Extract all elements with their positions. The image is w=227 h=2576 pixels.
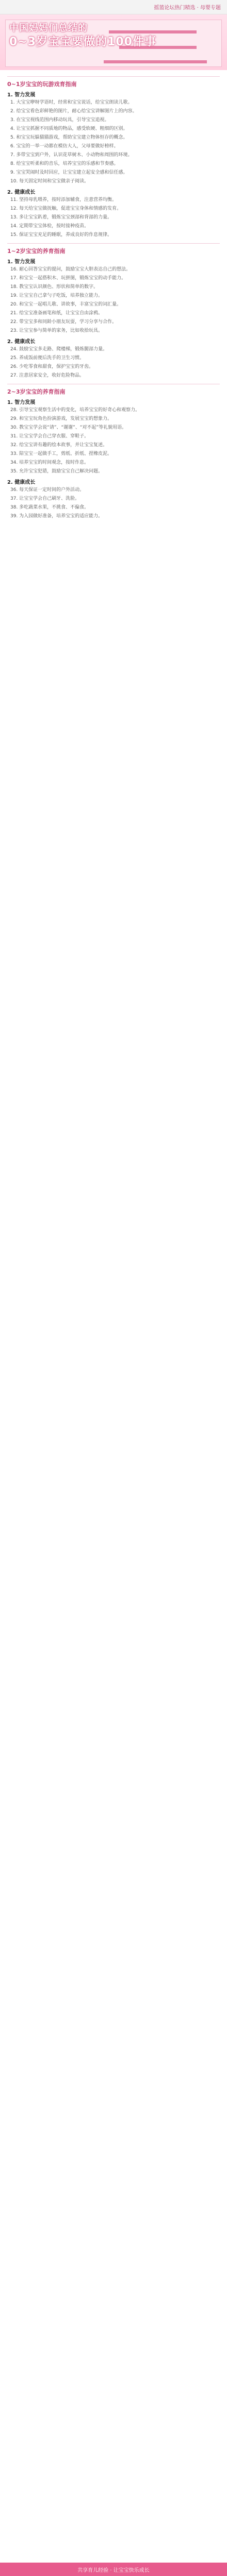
list-item: 36. 每天保证一定时间的户外活动。 [10,487,85,493]
divider [7,76,220,77]
list-item: 11. 坚持母乳喂养，按时添加辅食，注意营养均衡。 [10,197,117,202]
list-item: 16. 耐心回答宝宝的提问，鼓励宝宝大胆表达自己的想法。 [10,267,131,272]
list-item: 17. 和宝宝一起搭积木、玩拼图，锻炼宝宝的动手能力。 [10,276,126,281]
list-item: 27. 注意居家安全，收好危险物品。 [10,373,85,378]
list-item: 21. 给宝宝准备画笔和纸，让宝宝自由涂鸦。 [10,311,103,316]
section-heading: 0~1岁宝宝的玩游戏育指南 [7,81,77,88]
list-item: 10. 每天固定时间和宝宝做亲子阅读。 [10,179,89,184]
list-item: 26. 少吃零食和甜食，保护宝宝的牙齿。 [10,364,94,369]
list-item: 14. 定期带宝宝体检，按时接种疫苗。 [10,224,89,229]
section-heading: 2~3岁宝宝的养育指南 [7,388,66,395]
banner [0,14,227,70]
list-item: 25. 养成饭前便后洗手的卫生习惯。 [10,355,85,361]
top-bar-text: 摇篮论坛热门精选 · 母婴专题 [154,5,221,11]
subsection-heading: 1. 智力发展 [7,259,36,265]
list-item: 19. 让宝宝自己拿勺子吃饭，培养独立能力。 [10,293,103,298]
list-item: 13. 多让宝宝趴着，锻炼宝宝颈部和背部的力量。 [10,215,112,220]
list-item: 32. 给宝宝讲有趣的绘本故事，并让宝宝复述。 [10,443,108,448]
list-item: 37. 让宝宝学会自己刷牙、洗脸。 [10,496,80,501]
subsection-heading: 2. 健康成长 [7,190,36,195]
list-item: 6. 宝宝的一举一动都在模仿大人，父母要做好榜样。 [10,144,119,149]
subsection-heading: 2. 健康成长 [7,339,36,345]
list-item: 5. 和宝宝玩躲猫猫游戏，帮助宝宝建立物体恒存的概念。 [10,135,128,140]
list-item: 8. 给宝宝听柔和的音乐，培养宝宝的乐感和节奏感。 [10,161,119,166]
list-item: 31. 让宝宝学会自己穿衣服、穿鞋子。 [10,434,89,439]
list-item: 2. 给宝宝看色彩鲜艳的图片，耐心给宝宝讲解图片上的内容。 [10,109,137,114]
list-item: 29. 和宝宝玩角色扮演游戏，发展宝宝的想象力。 [10,416,112,421]
subsection-heading: 2. 健康成长 [7,480,36,485]
top-bar [0,0,227,14]
list-item: 24. 鼓励宝宝多走路、爬楼梯，锻炼腿部力量。 [10,347,108,352]
article-content [0,70,227,520]
list-item: 22. 带宝宝多和同龄小朋友玩耍，学习分享与合作。 [10,319,117,325]
list-item: 4. 让宝宝抓握不同质地的物品，感受软硬、粗细的区别。 [10,126,128,131]
banner-title-line2: 0~3岁宝宝要做的100件事 [9,36,156,48]
list-item: 20. 和宝宝一起唱儿歌、讲故事，丰富宝宝的词汇量。 [10,302,122,307]
list-item: 33. 陪宝宝一起做手工，剪纸、折纸、捏橡皮泥。 [10,451,112,456]
subsection-heading: 1. 智力发展 [7,400,36,405]
section-heading: 1~2岁宝宝的养育指南 [7,248,66,255]
list-item: 28. 引导宝宝观察生活中的变化，培养宝宝的好奇心和观察力。 [10,408,140,413]
age-section-2-3 [7,384,220,520]
footer-text: 共享育儿经验 · 让宝宝快乐成长 [77,2567,150,2573]
subsection-heading: 1. 智力发展 [7,92,36,98]
list-item: 15. 保证宝宝充足的睡眠，养成良好的作息规律。 [10,232,112,238]
list-item: 30. 教宝宝学会说“请”、“谢谢”、“对不起”等礼貌用语。 [10,425,127,430]
list-item: 9. 宝宝哭闹时及时回应，让宝宝建立起安全感和信任感。 [10,170,128,175]
list-item: 23. 让宝宝参与简单的家务，比如收拾玩具。 [10,328,103,333]
banner-title-line1: 中国妈妈们总结的 [9,23,88,33]
list-item: 39. 为入园做好准备，培养宝宝的适应能力。 [10,514,103,519]
divider [7,243,220,244]
list-item: 18. 教宝宝认识颜色、形状和简单的数字。 [10,284,99,290]
list-item: 34. 培养宝宝的时间观念，按时作息。 [10,460,89,465]
list-item: 12. 每天给宝宝做抚触，促进宝宝身体和情感的发育。 [10,206,122,211]
age-section-1-2 [7,243,220,380]
list-item: 1. 大宝宝咿呀学语时，经常和宝宝说话，给宝宝朗读儿歌。 [10,100,133,105]
list-item: 7. 多带宝宝到户外，认识花草树木、小动物和周围的环境。 [10,152,133,158]
list-item: 3. 在宝宝视线范围内移动玩具，引导宝宝追视。 [10,117,109,123]
age-section-0-1 [7,76,220,239]
list-item: 38. 多吃蔬菜水果，不挑食、不偏食。 [10,505,89,510]
list-item: 35. 允许宝宝犯错，鼓励宝宝自己解决问题。 [10,469,103,474]
footer-bar [0,2563,227,2576]
shelf-decoration [104,60,207,63]
